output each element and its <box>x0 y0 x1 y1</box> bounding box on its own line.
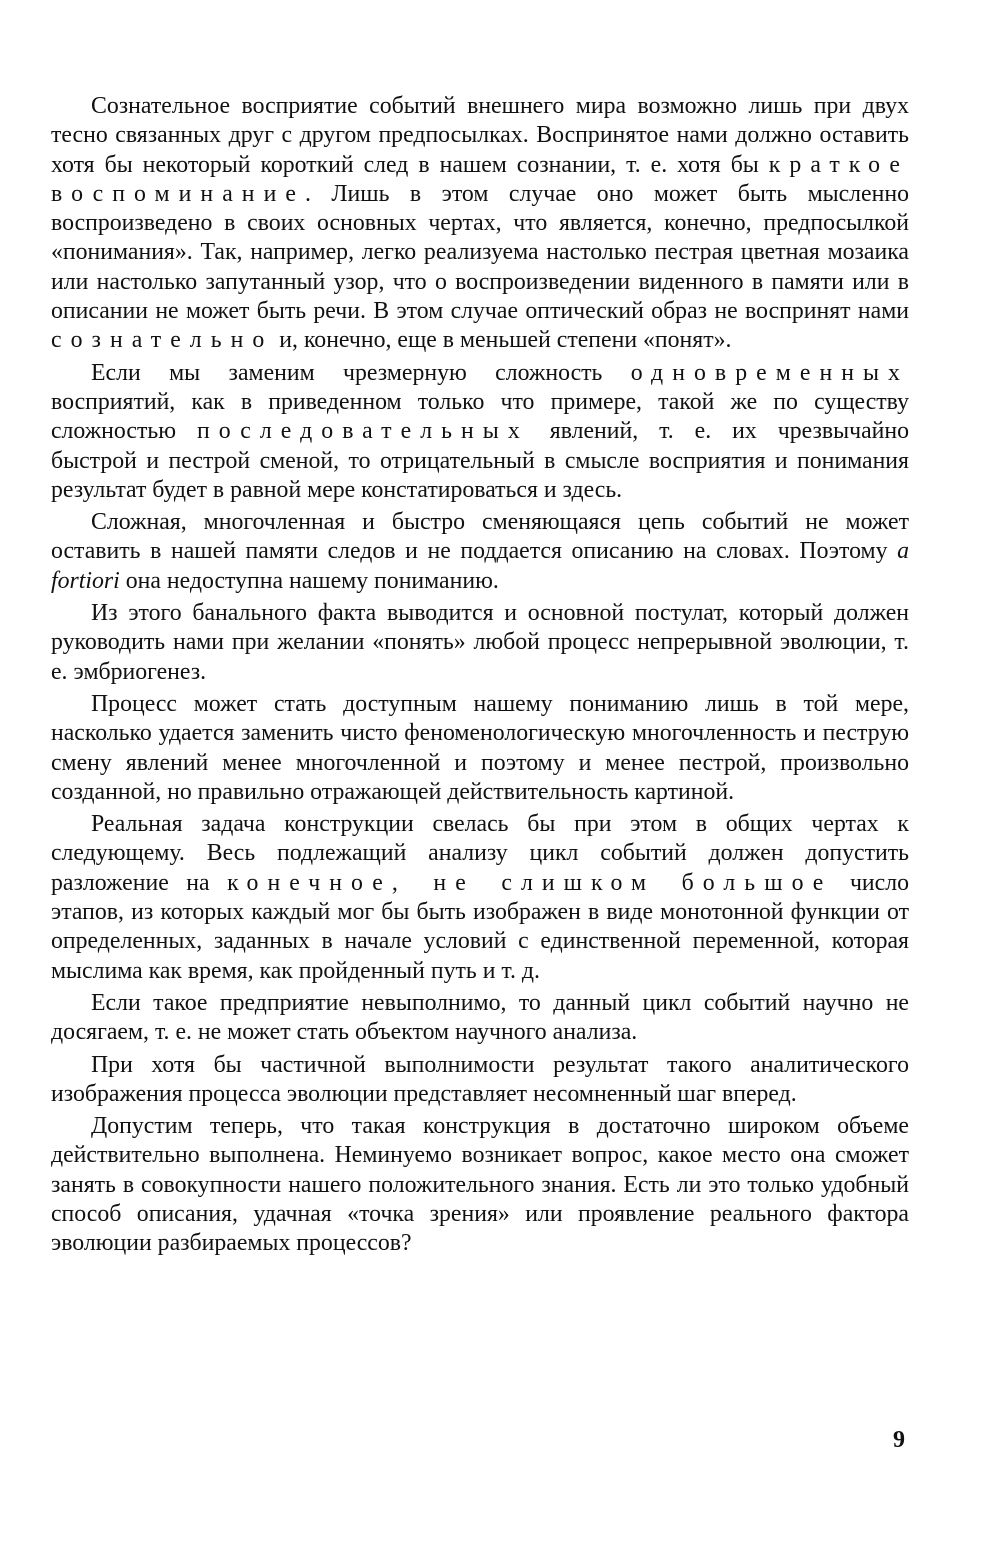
page-body <box>51 92 909 1259</box>
p2-text-1: Если мы заменим чрезмерную сложность <box>91 359 631 386</box>
paragraph-7 <box>51 989 909 1048</box>
paragraph-2 <box>51 359 909 505</box>
paragraph-8 <box>51 1051 909 1110</box>
p1-spaced-brief-memory: краткое воспоминание <box>51 151 909 207</box>
paragraph-3 <box>51 508 909 596</box>
p3-text-1: Сложная, многочленная и быстро сменяющаяся цепь событий не может оставить в нашей памяти следов и не поддается описанию на словах. Поэтому <box>51 509 909 565</box>
p2-text-3: явлений, т. е. их чрезвычайно быстрой и пестрой сменой, то отрицательный в смысле восприятия и понимания результат будет в равной мере констатироваться и здесь. <box>51 418 909 503</box>
page-number: 9 <box>893 1427 905 1453</box>
p6-text-1: Реальная задача конструкции свелась бы при этом в общих чертах к следующему. Весь подлежащий анализу цикл событий должен допустить разложение на <box>51 811 909 896</box>
paragraph-9 <box>51 1112 909 1258</box>
p1-spaced-consciously: сознательно <box>51 327 274 354</box>
p2-text-2: восприятий, как в приведенном только что примере, такой же по существу сложностью <box>51 388 909 445</box>
p5-text-1: Процесс может стать доступным нашему пониманию лишь в той мере, насколько удается заменить чисто феноменологическую многочленность и пеструю смену явлений менее многочленной и поэтому и менее пестрой, произвольно созданной, но правильно отражающей действительность картиной. <box>51 690 909 805</box>
p3-text-2: она недоступна нашему пониманию. <box>119 567 499 594</box>
paragraph-5 <box>51 690 909 807</box>
p7-text-1: Если такое предприятие невыполнимо, то данный цикл событий научно не досягаем, т. е. не может стать объектом научного анализа. <box>51 989 909 1046</box>
p8-text-1: При хотя бы частичной выполнимости результат такого аналитического изображения процесса эволюции представляет несомненный шаг вперед. <box>51 1051 909 1107</box>
paragraph-1 <box>51 92 909 356</box>
paragraph-4 <box>51 599 909 687</box>
p2-spaced-sequential: последовательных <box>196 418 529 445</box>
p3-italic-a-fortiori: a fortiori <box>51 538 909 594</box>
p9-text-1: Допустим теперь, что такая конструкция в достаточно широком объеме действительно выполнена. Неминуемо возникает вопрос, какое место она сможет занять в совокупности нашего положительного знания. Есть ли это только удобный способ описания, удачная «точка зрения» или проявление реального фактора эволюции разбираемых процессов? <box>51 1113 909 1257</box>
p6-spaced-finite-not-large: конечное, не слишком большое <box>227 869 833 896</box>
p4-text-1: Из этого банального факта выводится и основной постулат, который должен руководить нами при желании «понять» любой процесс непрерывной эволюции, т. е. эмбриогенез. <box>51 600 909 685</box>
p2-spaced-simultaneous: одновременных <box>630 359 909 386</box>
p6-text-2: число этапов, из которых каждый мог бы быть изображен в виде монотонной функции от определенных, заданных в начале условий с единственной переменной, которая мыслима как время, как пройденный путь и т. д. <box>51 869 909 984</box>
paragraph-6 <box>51 810 909 986</box>
p1-text-3: и, конечно, еще в меньшей степени «понят». <box>273 327 732 354</box>
p1-text-2: . Лишь в этом случае оно может быть мысленно воспроизведено в своих основных чертах, что является, конечно, предпосылкой «понимания». Так, например, легко реализуема настолько пестрая цветная мозаика или настолько запутанный узор, что о воспроизведении виденного в памяти или в описании не может быть речи. В этом случае оптический образ не воспринят нами <box>51 180 909 325</box>
p1-text-1: Сознательное восприятие событий внешнего мира возможно лишь при двух тесно связанных друг с другом предпосылках. Воспринятое нами должно оставить хотя бы некоторый короткий след в нашем сознании, т. е. хотя бы <box>51 93 909 178</box>
